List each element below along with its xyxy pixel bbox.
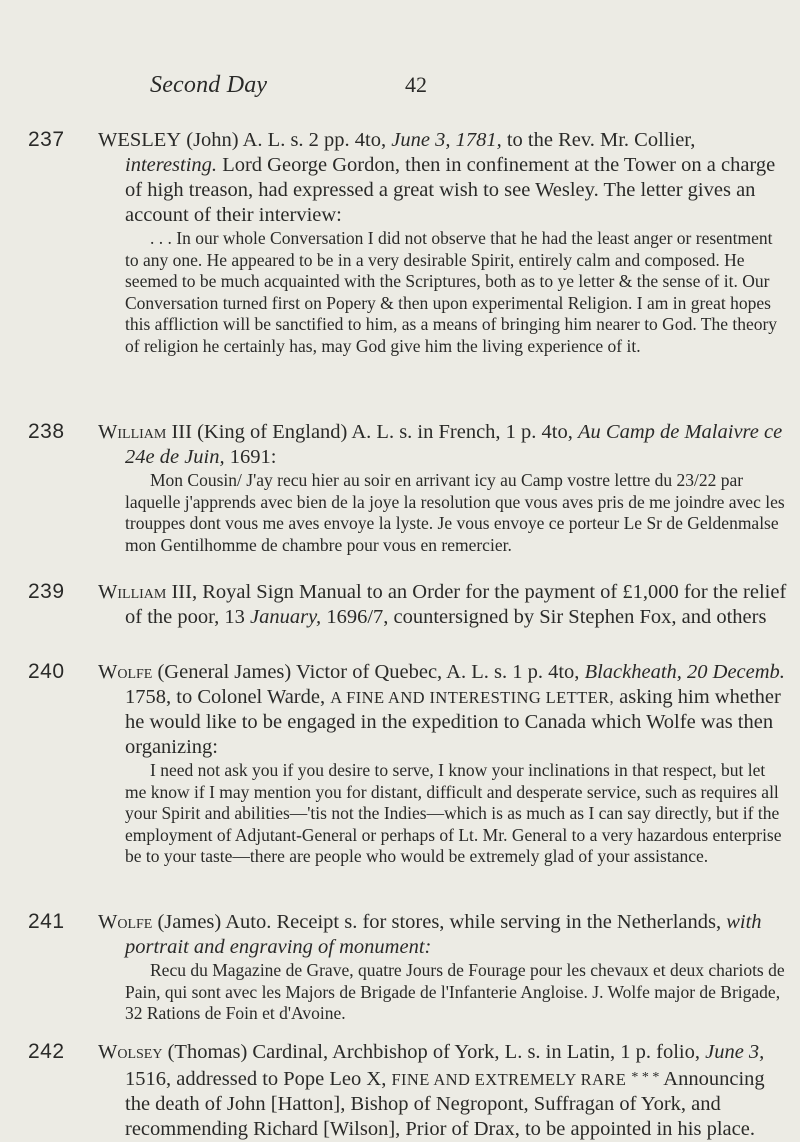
- asterism: * * *: [631, 1070, 660, 1085]
- lot-quote: I need not ask you if you desire to serve, I know your inclinations in that respect, but let me know if I may mention you for distant, difficult and desperate service, such as requires all your Spirit and abilities—'tis not the Indies—which is as much as I can say directly, but if the employment of Adjutant-General or perhaps of Lt. Mr. General to a very hazardous enterprise be to your taste—there are people who would be extremely glad of your assistance.: [125, 760, 782, 866]
- page-number: 42: [405, 72, 427, 97]
- lot-quote-line: 32 Rations de Foin et d'Avoine.: [125, 1003, 346, 1023]
- lot-quote: . . . In our whole Conversation I did not observe that he had the least anger or resentment to any one. He appeared to be in a very desirable Spirit, entirely calm and composed. He seemed to be much acquainted with the Scriptures, both as to ye letter & the sense of it. Our Conversation turned first on Popery & then upon experimental Religion. I am in great hopes this affliction will be sanctified to him, as a means of bringing him nearer to God. The theory of religion he certainly has, may God give him the living experience of it.: [125, 228, 778, 356]
- lot-number: 238: [28, 420, 65, 443]
- lot-description: Wolfe (James) Auto. Receipt s. for stores, while serving in the Netherlands, with portrait and engraving of monument:: [98, 911, 762, 958]
- lot-body: [98, 580, 788, 630]
- lot-name: Wolfe: [98, 661, 153, 683]
- lot-number: 242: [28, 1040, 65, 1063]
- lot-name: WESLEY: [98, 129, 182, 151]
- lot-name: William III: [98, 421, 192, 443]
- lot-name: William III: [98, 581, 192, 603]
- lot-description: Wolfe (General James) Victor of Quebec, A. L. s. 1 p. 4to, Blackheath, 20 Decemb. 1758, to Colonel Warde, A FINE AND INTERESTING LETTER, asking him whether he would like to be engaged in the expedition to Canada which Wolfe was then organizing:: [98, 661, 785, 758]
- lot-name: Wolsey: [98, 1041, 163, 1063]
- lot-body: [98, 420, 788, 556]
- lot-quote: Mon Cousin/ J'ay recu hier au soir en arrivant icy au Camp vostre lettre du 23/22 par laquelle j'apprends avec bien de la joye la resolution que vous aves pris de me joindre avec les trouppes dont vous me aves envoye la lyste. Je vous envoye ce porteur Le Sr de Geldenmalse mon Gentilhomme de chambre pour vous en remercier.: [125, 470, 785, 555]
- lot-quote: Recu du Magazine de Grave, quatre Jours de Fourage pour les chevaux et deux chariots de Pain, qui sont avec les Majors de Brigade de l'Infanterie Angloise. J. Wolfe major de Brigade,: [125, 960, 785, 1002]
- lot-number: 241: [28, 910, 65, 933]
- lot-name: Wolfe: [98, 911, 153, 933]
- lot-body: [98, 660, 788, 868]
- lot-description: William III, Royal Sign Manual to an Order for the payment of £1,000 for the relief of the poor, 13 January, 1696/7, countersigned by Sir Stephen Fox, and others: [98, 581, 787, 628]
- lot-number: 240: [28, 660, 65, 683]
- lot-description: Wolsey (Thomas) Cardinal, Archbishop of York, L. s. in Latin, 1 p. folio, June 3, 1516, addressed to Pope Leo X, FINE AND EXTREMELY RARE * * * Announcing the death of John [Hatton], Bishop of Negropont, Suffragan of York, and recommending Richard [Wilson], Prior of Drax, to be appointed in his place.: [98, 1041, 765, 1140]
- lot-body: [98, 128, 788, 357]
- lot-number: 239: [28, 580, 65, 603]
- running-title: Second Day: [150, 72, 268, 98]
- lot-body: [98, 910, 788, 1025]
- lot-body: [98, 1040, 788, 1142]
- lot-description: WESLEY (John) A. L. s. 2 pp. 4to, June 3, 1781, to the Rev. Mr. Collier, interesting. Lord George Gordon, then in confinement at the Tower on a charge of high treason, had expressed a great wish to see Wesley. The letter gives an account of their interview:: [98, 129, 776, 226]
- lot-description: William III (King of England) A. L. s. in French, 1 p. 4to, Au Camp de Malaivre ce 24e de Juin, 1691:: [98, 421, 783, 468]
- lot-number: 237: [28, 128, 65, 151]
